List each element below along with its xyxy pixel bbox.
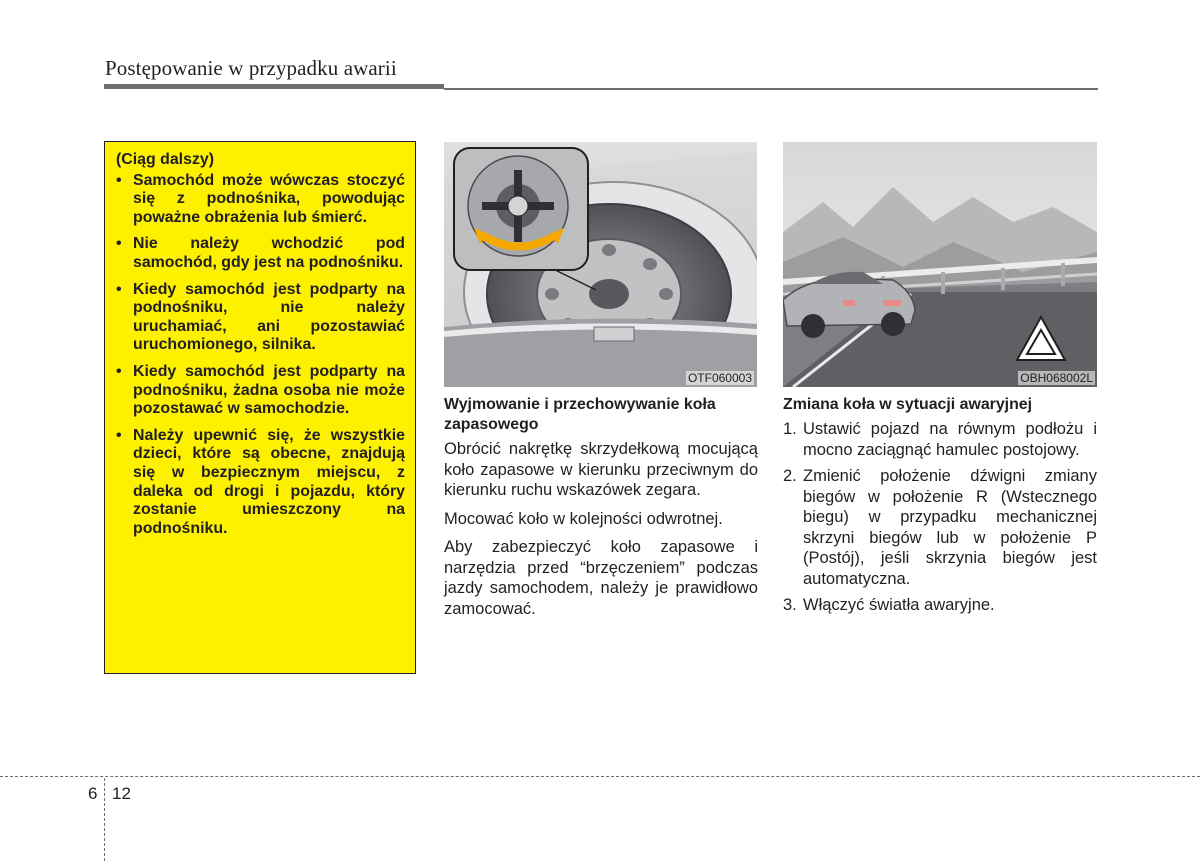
chapter-number: 6	[88, 784, 98, 803]
paragraph: Mocować koło w kolejności odwrotnej.	[444, 509, 723, 528]
step-number: 2.	[783, 467, 797, 485]
warning-item: • Kiedy samochód jest podparty na podnośniku, nie należy uruchamiać, ani pozostawiać uruchomionego, silnika.	[116, 281, 405, 355]
header-rule-thick	[104, 84, 444, 89]
step-item	[783, 466, 1097, 589]
figure-code: OBH068002L	[1020, 371, 1093, 385]
road-illustration	[783, 142, 1097, 387]
section-heading: Zmiana koła w sytuacji awaryjnej	[783, 396, 1033, 413]
step-item	[783, 419, 1097, 460]
page-number: 12	[112, 784, 131, 803]
step-item	[783, 595, 1097, 616]
steps-list	[783, 419, 1097, 616]
footer-dashed-divider	[104, 778, 105, 861]
warning-item: • Kiedy samochód jest podparty na podnośniku, żadna osoba nie może pozostawać w samochodzie.	[116, 363, 405, 419]
page-header-title: Postępowanie w przypadku awarii	[105, 56, 397, 80]
column-tire-change	[783, 395, 1097, 622]
warning-item: • Nie należy wchodzić pod samochód, gdy jest na podnośniku.	[116, 235, 405, 272]
warning-box	[104, 141, 416, 674]
step-number: 1.	[783, 420, 797, 438]
step-text: Włączyć światła awaryjne.	[803, 596, 995, 614]
road-drawing	[783, 142, 1097, 387]
section-heading: Wyjmowanie i przechowywanie koła zapasowego	[444, 396, 716, 433]
warning-list	[116, 172, 405, 539]
paragraph: Aby zabezpieczyć koło zapasowe i narzędzia przed “brzęczeniem” podczas jazdy samochodem, należy je prawidłowo zamocować.	[444, 538, 758, 618]
figure-code: OTF060003	[687, 371, 752, 385]
column-spare-tire	[444, 395, 758, 627]
step-number: 3.	[783, 596, 797, 614]
warning-item: • Samochód może wówczas stoczyć się z podnośnika, powodując poważne obrażenia lub śmierć.	[116, 172, 405, 228]
footer-dashed-rule	[0, 776, 1200, 777]
warning-item: • Należy upewnić się, że wszystkie dzieci, które są obecne, znajdują się w bezpiecznym miejscu, z daleka od drogi i pojazdu, który zostanie umieszczony na podnośniku.	[116, 427, 405, 539]
step-text: Ustawić pojazd na równym podłożu i mocno zaciągnąć hamulec postojowy.	[803, 420, 1097, 459]
step-text: Zmienić położenie dźwigni zmiany biegów w położenie R (Wstecznego biegu) w przypadku mechanicznej skrzyni biegów lub w położenie P (Postój), jeśli skrzynia biegów jest automatyczna.	[803, 467, 1097, 588]
spare-tire-drawing	[444, 142, 757, 387]
paragraph: Obrócić nakrętkę skrzydełkową mocującą koło zapasowe w kierunku przeciwnym do kierunku ruchu wskazówek zegara.	[444, 440, 758, 499]
header-rule-thin	[444, 88, 1098, 90]
warning-continued-label: (Ciąg dalszy)	[116, 151, 215, 168]
spare-tire-illustration	[444, 142, 757, 387]
